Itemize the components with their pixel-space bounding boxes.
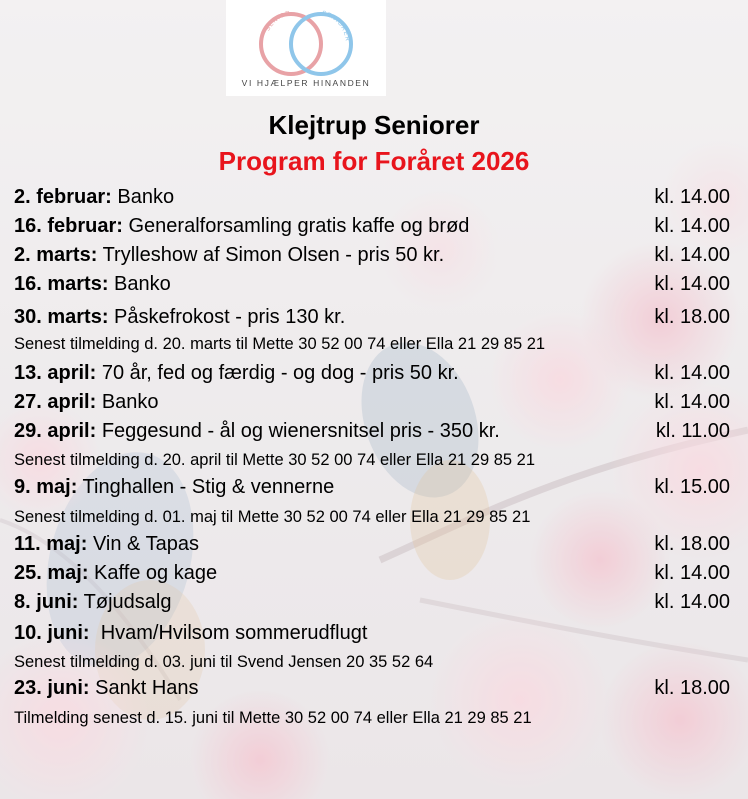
- event-date: 9. maj:: [14, 476, 78, 498]
- event-row: [14, 182, 730, 212]
- event-date: 2. marts:: [14, 244, 98, 266]
- event-title: Hvam/Hvilsom sommerudflugt: [89, 622, 368, 644]
- event-date: 2. februar:: [14, 186, 112, 208]
- logo-tagline: VI HJÆLPER HINANDEN: [241, 78, 371, 88]
- event-row: [14, 358, 730, 388]
- event-row: [14, 673, 730, 703]
- event-title: Tinghallen - Stig & vennerne: [77, 476, 335, 498]
- event-date: 30. marts:: [14, 306, 109, 328]
- event-time: kl. 14.00: [654, 362, 730, 384]
- event-time: kl. 18.00: [654, 306, 730, 328]
- event-title: Vin & Tapas: [87, 533, 199, 555]
- event-row: [14, 587, 730, 617]
- event-title: Banko: [111, 186, 175, 208]
- event-title: 70 år, fed og færdig - og dog - pris 50 kr.: [96, 362, 459, 384]
- registration-note: Senest tilmelding d. 01. maj til Mette 30 52 00 74 eller Ella 21 29 85 21: [14, 508, 531, 526]
- event-row: [14, 240, 730, 270]
- event-date: 27. april:: [14, 391, 97, 413]
- registration-note: Tilmelding senest d. 15. juni til Mette 30 52 00 74 eller Ella 21 29 85 21: [14, 709, 532, 727]
- event-title: Kaffe og kage: [88, 562, 218, 584]
- event-date: 10. juni:: [14, 622, 90, 644]
- event-date: 16. marts:: [14, 273, 109, 295]
- event-time: kl. 14.00: [654, 391, 730, 413]
- program-subtitle: Program for Foråret 2026: [218, 146, 530, 176]
- event-title: Trylleshow af Simon Olsen - pris 50 kr.: [97, 244, 445, 266]
- event-date: 11. maj:: [14, 533, 88, 555]
- event-row: [14, 269, 730, 299]
- event-row: [14, 416, 730, 446]
- event-row: [14, 302, 730, 332]
- event-time: kl. 18.00: [654, 533, 730, 555]
- event-row: [14, 618, 730, 648]
- event-title: Banko: [96, 391, 159, 413]
- event-time: kl. 18.00: [654, 677, 730, 699]
- event-title: Sankt Hans: [89, 677, 199, 699]
- event-title: Tøjudsalg: [78, 591, 172, 613]
- event-date: 29. april:: [14, 420, 97, 442]
- event-time: kl. 14.00: [654, 562, 730, 584]
- event-date: 13. april:: [14, 362, 97, 384]
- event-row: [14, 558, 730, 588]
- event-time: kl. 15.00: [654, 476, 730, 498]
- event-row: [14, 211, 730, 241]
- event-row: [14, 387, 730, 417]
- registration-note: Senest tilmelding d. 20. marts til Mette 30 52 00 74 eller Ella 21 29 85 21: [14, 335, 546, 353]
- event-title: Feggesund - ål og wienersnitsel pris - 350 kr.: [96, 420, 500, 442]
- event-title: Generalforsamling gratis kaffe og brød: [122, 215, 470, 237]
- event-time: kl. 14.00: [654, 215, 730, 237]
- event-time: kl. 14.00: [654, 591, 730, 613]
- event-title: Banko: [108, 273, 171, 295]
- registration-note: Senest tilmelding d. 20. april til Mette 30 52 00 74 eller Ella 21 29 85 21: [14, 451, 535, 469]
- club-logo: [226, 0, 386, 96]
- event-title: Påskefrokost - pris 130 kr.: [108, 306, 346, 328]
- page-title: Klejtrup Seniorer: [268, 110, 480, 140]
- registration-note: Senest tilmelding d. 03. juni til Svend Jensen 20 35 52 64: [14, 653, 434, 671]
- event-time: kl. 14.00: [654, 273, 730, 295]
- event-row: [14, 529, 730, 559]
- event-time: kl. 14.00: [654, 186, 730, 208]
- event-row: [14, 472, 730, 502]
- event-date: 16. februar:: [14, 215, 123, 237]
- event-date: 25. maj:: [14, 562, 89, 584]
- event-time: kl. 14.00: [654, 244, 730, 266]
- logo-ring-right-text: SENIORER: [321, 10, 351, 43]
- two-rings-logo-icon: [226, 0, 386, 80]
- logo-ring-left-text: SENIOR: [265, 10, 292, 33]
- event-time: kl. 11.00: [655, 420, 730, 442]
- event-date: 23. juni:: [14, 677, 90, 699]
- event-date: 8. juni:: [14, 591, 79, 613]
